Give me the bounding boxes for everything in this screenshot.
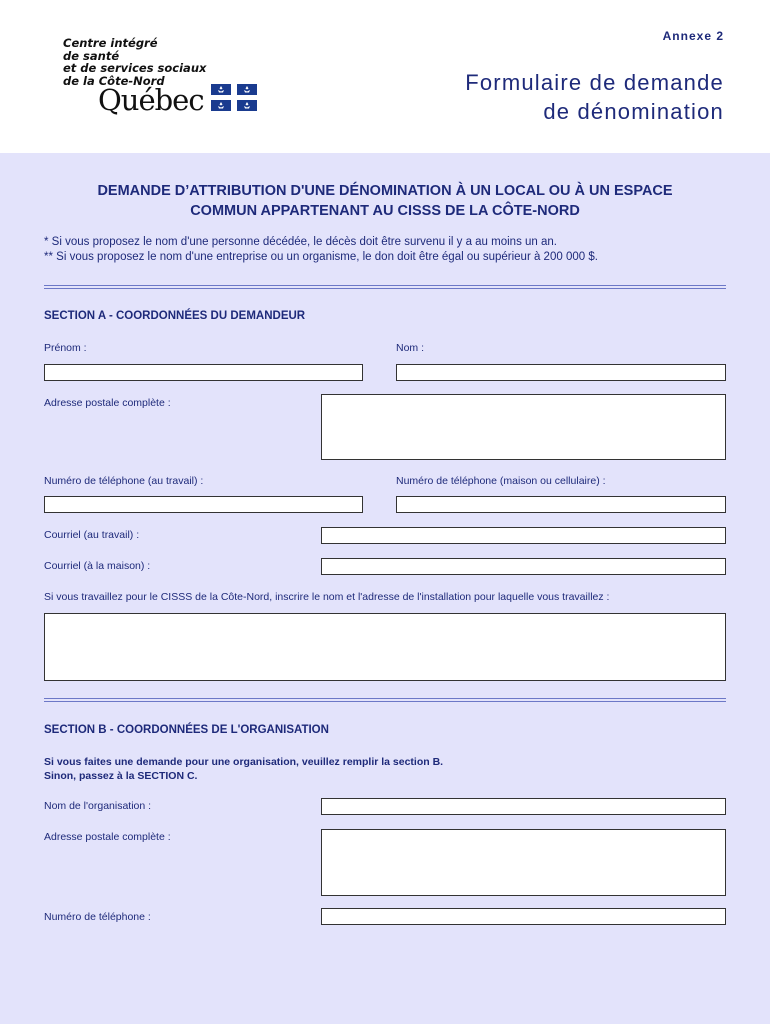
section-b-instruction xyxy=(44,755,443,783)
note-deceased: * Si vous proposez le nom d'une personne décédée, le décès doit être survenu il y a au moins un an. xyxy=(44,236,557,248)
adresse-organisation-label: Adresse postale complète : xyxy=(44,831,171,843)
form-title-line: Formulaire de demande xyxy=(465,70,724,95)
tel-maison-field[interactable] xyxy=(396,496,726,513)
nom-organisation-field[interactable] xyxy=(321,798,726,815)
adresse-organisation-field[interactable] xyxy=(321,829,726,896)
tel-organisation-field[interactable] xyxy=(321,908,726,925)
adresse-field[interactable] xyxy=(321,394,726,460)
adresse-label: Adresse postale complète : xyxy=(44,397,171,409)
main-heading-line: DEMANDE D’ATTRIBUTION D'UNE DÉNOMINATION À UN LOCAL OU À UN ESPACE xyxy=(97,183,673,199)
form-title xyxy=(465,68,724,126)
section-b-title: SECTION B - COORDONNÉES DE L'ORGANISATION xyxy=(44,724,329,736)
prenom-label: Prénom : xyxy=(44,342,87,354)
quebec-flag-icon xyxy=(211,84,257,111)
prenom-field[interactable] xyxy=(44,364,363,381)
logo-line: de la Côte-Nord xyxy=(63,73,165,88)
tel-organisation-label: Numéro de téléphone : xyxy=(44,911,151,923)
logo-line: et de services sociaux xyxy=(63,61,207,75)
form-title-line: de dénomination xyxy=(543,99,724,124)
nom-organisation-label: Nom de l'organisation : xyxy=(44,800,152,812)
section-b-instruction-line: Sinon, passez à la SECTION C. xyxy=(44,770,198,782)
main-heading-line: COMMUN APPARTENANT AU CISSS DE LA CÔTE-NORD xyxy=(190,203,580,219)
note-company: ** Si vous proposez le nom d'une entreprise ou un organisme, le don doit être égal ou supérieur à 200 000 $. xyxy=(44,251,598,263)
tel-maison-label: Numéro de téléphone (maison ou cellulaire) : xyxy=(396,475,606,487)
nom-label: Nom : xyxy=(396,342,425,354)
section-divider xyxy=(44,698,726,702)
courriel-travail-label: Courriel (au travail) : xyxy=(44,529,140,541)
tel-travail-label: Numéro de téléphone (au travail) : xyxy=(44,475,204,487)
section-b-instruction-line: Si vous faites une demande pour une organisation, veuillez remplir la section B. xyxy=(44,756,444,768)
courriel-travail-field[interactable] xyxy=(321,527,726,544)
page-header xyxy=(0,0,770,153)
main-heading xyxy=(0,181,770,221)
courriel-maison-field[interactable] xyxy=(321,558,726,575)
tel-travail-field[interactable] xyxy=(44,496,363,513)
section-a-title: SECTION A - COORDONNÉES DU DEMANDEUR xyxy=(44,310,306,322)
organization-logo-text xyxy=(63,37,206,87)
nom-field[interactable] xyxy=(396,364,726,381)
quebec-wordmark: Québec xyxy=(98,83,204,117)
cisss-installation-field[interactable] xyxy=(44,613,726,681)
cisss-instruction-label: Si vous travaillez pour le CISSS de la Côte-Nord, inscrire le nom et l'adresse de l'installation pour laquelle vous travaillez : xyxy=(44,591,610,603)
logo-line: de santé xyxy=(63,48,120,63)
courriel-maison-label: Courriel (à la maison) : xyxy=(44,560,151,572)
annex-label: Annexe 2 xyxy=(662,29,724,43)
section-divider xyxy=(44,285,726,289)
logo-line: Centre intégré xyxy=(63,36,158,50)
